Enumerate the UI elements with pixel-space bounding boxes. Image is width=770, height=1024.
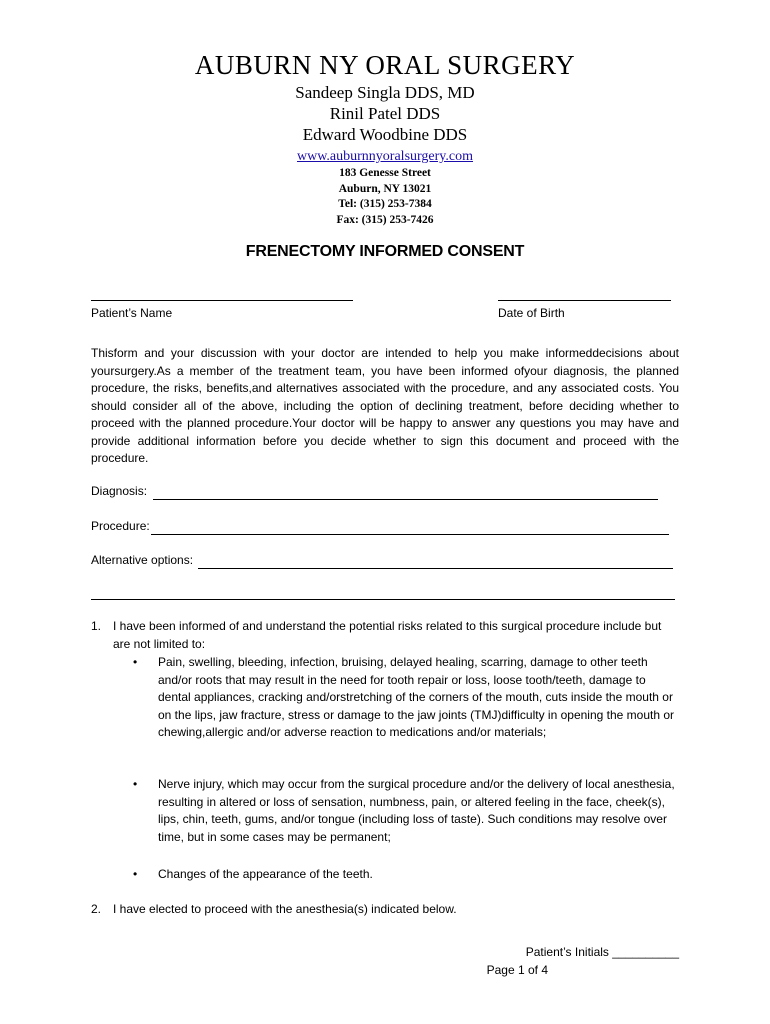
risk-bullet [133,776,681,846]
initials-row [526,944,679,961]
risk-text: Changes of the appearance of the teeth. [158,867,373,881]
diagnosis-label: Diagnosis: [91,484,148,498]
risk-bullet [133,654,681,742]
page-number: Page 1 of 4 [486,963,548,977]
procedure-row [91,518,669,535]
alternatives-label: Alternative options: [91,553,194,567]
item-number: 2. [91,902,102,916]
risk-text: Nerve injury, which may occur from the surgical procedure and/or the delivery of local anesthesia, resulting in altered or loss of sensation, numbness, pain, or altered feeling in the face, cheek(s), lips, chin, teeth, gums, and/or tongue (including loss of taste). Such conditions may resolve over time, but in some cases may be permanent; [158,777,675,844]
alternatives-field-continued[interactable] [91,599,675,600]
date-of-birth-field[interactable] [498,300,671,301]
patient-name-label: Patient’s Name [91,306,173,320]
list-item [91,618,681,653]
alternatives-row [91,552,673,569]
city-state-zip: Auburn, NY 13021 [338,182,432,195]
initials-field[interactable]: __________ [612,945,679,959]
practice-name: AUBURN NY ORAL SURGERY [194,50,576,80]
risk-bullet [133,866,681,884]
telephone: Tel: (315) 253-7384 [338,198,432,210]
bullet-icon: • [133,777,138,791]
bullet-icon: • [133,867,138,881]
item-text: I have been informed of and understand the potential risks related to this surgical procedure include but are not limited to: [113,619,662,651]
website-link[interactable]: www.auburnnyoralsurgery.com [297,149,473,164]
alternatives-field[interactable] [198,555,673,569]
bullet-icon: • [133,655,138,669]
patient-name-field[interactable] [91,300,353,301]
procedure-label: Procedure: [91,519,150,533]
intro-paragraph: Thisform and your discussion with your doctor are intended to help you make informeddecisions about yoursurgery.As a member of the treatment team, you have been informed ofyour diagnosis, the planned procedure, the risks, benefits,and alternatives associated with the procedure, and any associated costs. You should consider all of the above, including the option of declining treatment, before deciding whether to proceed with the planned procedure.Your doctor will be happy to answer any questions you may have and provide additional information before you decide whether to sign this document and proceed with the procedure. [91,346,679,465]
initials-label: Patient’s Initials [525,945,609,959]
list-item [91,901,681,919]
diagnosis-field[interactable] [153,486,658,500]
date-of-birth-label: Date of Birth [498,306,565,320]
fax: Fax: (315) 253-7426 [336,213,434,226]
item-text: I have elected to proceed with the anesthesia(s) indicated below. [113,902,457,916]
document-title: FRENECTOMY INFORMED CONSENT [245,243,525,260]
doctor-name: Sandeep Singla DDS, MD [295,83,475,102]
procedure-field[interactable] [151,521,669,535]
street-address: 183 Genesse Street [339,167,431,179]
letterhead [0,48,770,228]
risk-text: Pain, swelling, bleeding, infection, bruising, delayed healing, scarring, damage to other teeth and/or roots that may result in the need for tooth repair or loss, loose tooth/teeth, damage to dental appliances, cracking and/orstretching of the corners of the mouth, cuts inside the mouth or on the lips, jaw fracture, stress or damage to the jaw joints (TMJ)difficulty in opening the mouth or chewing,allergic and/or adverse reaction to medications and/or materials; [158,655,675,739]
diagnosis-row [91,483,658,500]
doctor-name: Rinil Patel DDS [329,104,441,123]
item-number: 1. [91,619,102,633]
doctor-name: Edward Woodbine DDS [302,125,468,144]
